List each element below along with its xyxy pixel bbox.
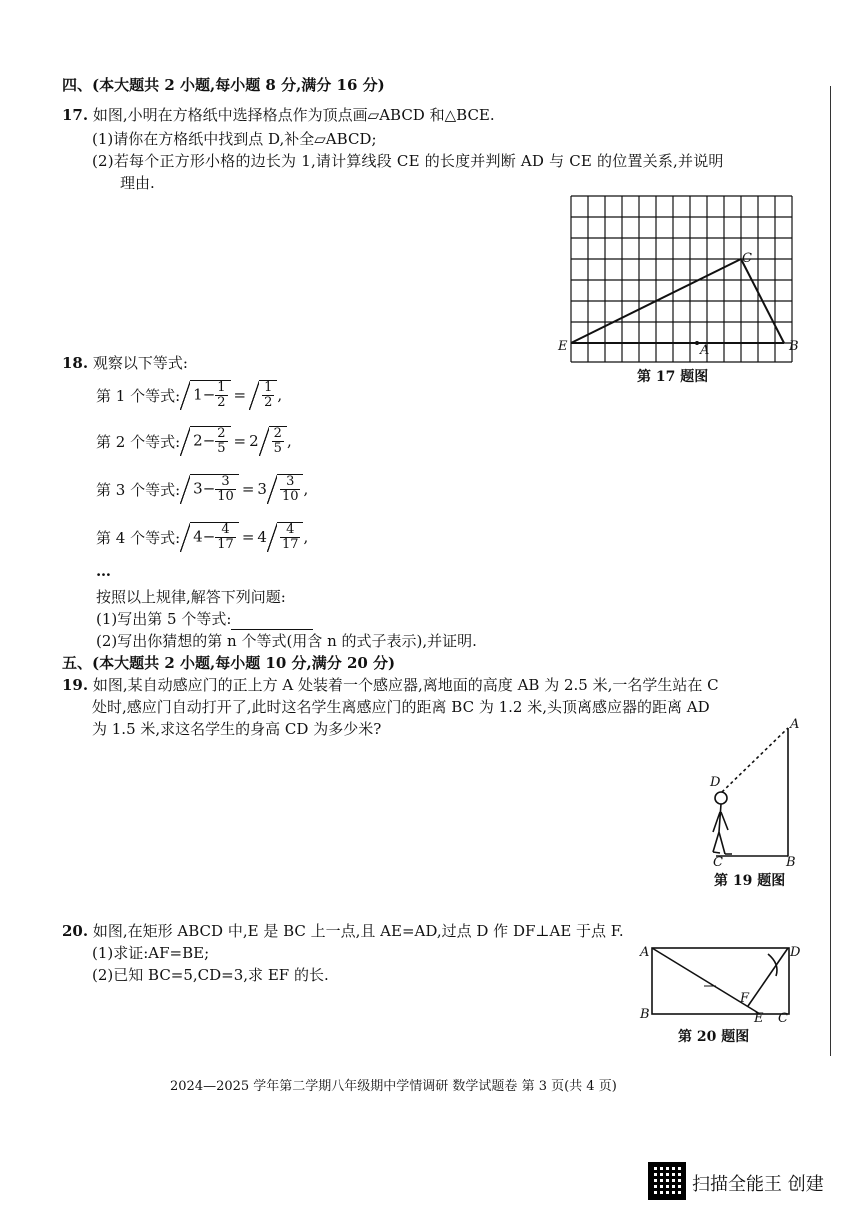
fig17-label-c: C (742, 251, 752, 266)
q18-instruction: 按照以上规律,解答下列问题: (96, 588, 286, 606)
q17-stem-text: 如图,小明在方格纸中选择格点作为顶点画▱ABCD 和△BCE. (92, 106, 495, 124)
fig20-label-e: E (754, 1011, 764, 1026)
figure-19-caption: 第 19 题图 (714, 873, 786, 889)
fig19-label-c: C (713, 855, 723, 870)
section-4-header: 四、(本大题共 2 小题,每小题 8 分,满分 16 分) (62, 76, 385, 94)
fig20-label-d: D (790, 945, 801, 960)
eq1-rhs-radical: $\frac{1}{2}$ (259, 380, 277, 410)
figure-20-caption: 第 20 题图 (678, 1029, 750, 1045)
fig19-label-b: B (786, 855, 796, 870)
qr-code-icon (648, 1162, 686, 1200)
figure-19 (700, 720, 810, 870)
eq2-lhs-radical: 2− $\frac{2}{5}$ (190, 426, 230, 456)
q18-stem (62, 352, 188, 374)
fig17-label-a: A (700, 343, 710, 358)
q18-equation-3: 第 3 个等式: 3− $\frac{3}{10}$ = 3 $\frac{3}{10}$ , (96, 474, 309, 504)
page-footer: 2024—2025 学年第二学期八年级期中学情调研 数学试题卷 第 3 页(共 4 页) (170, 1079, 617, 1094)
q18-ellipsis: … (96, 562, 111, 580)
figure-17-caption: 第 17 题图 (637, 369, 709, 385)
q18-equation-1: 第 1 个等式: 1− $\frac{1}{2}$ = $\frac{1}{2}$ , (96, 380, 283, 410)
q19-line2: 处时,感应门自动打开了,此时这名学生离感应门的距离 BC 为 1.2 米,头顶离感应器的距离 AD (92, 698, 710, 716)
fig20-label-c: C (778, 1011, 788, 1026)
q17-stem (62, 104, 495, 126)
eq2-coef: 2 (249, 432, 259, 450)
fig17-label-b: B (789, 339, 799, 354)
margin-rule (830, 86, 831, 1056)
eq4-rhs-radical: $\frac{4}{17}$ (277, 522, 304, 552)
q18-answer-blank (231, 613, 313, 630)
eq4-prefix: 第 4 个等式: (96, 528, 181, 547)
fig19-label-d: D (710, 775, 721, 790)
q20-number: 20. (62, 922, 89, 940)
q18-equation-4: 第 4 个等式: 4− $\frac{4}{17}$ = 4 $\frac{4}{17}$ , (96, 522, 309, 552)
figure-20 (640, 940, 800, 1030)
scanner-watermark: 扫描全能王 创建 (692, 1174, 824, 1195)
fig20-label-f: F (740, 991, 750, 1006)
q18-equation-2: 第 2 个等式: 2− $\frac{2}{5}$ = 2 $\frac{2}{5}$ , (96, 426, 292, 456)
fig20-label-a: A (640, 945, 650, 960)
fig19-label-a: A (790, 717, 800, 732)
q18-part2: (2)写出你猜想的第 n 个等式(用含 n 的式子表示),并证明. (96, 632, 477, 650)
q17-part2-line1: (2)若每个正方形小格的边长为 1,请计算线段 CE 的长度并判断 AD 与 CE 的位置关系,并说明 (92, 152, 724, 170)
q20-part2: (2)已知 BC=5,CD=3,求 EF 的长. (92, 966, 329, 984)
eq1-lhs-radical: 1− $\frac{1}{2}$ (190, 380, 230, 410)
fig20-label-b: B (640, 1007, 650, 1022)
eq3-prefix: 第 3 个等式: (96, 480, 181, 499)
q19-number: 19. (62, 676, 89, 694)
q20-stem: 20. 如图,在矩形 ABCD 中,E 是 BC 上一点,且 AE=AD,过点 D 作 DF⊥AE 于点 F. (62, 922, 624, 940)
eq3-lhs-radical: 3− $\frac{3}{10}$ (190, 474, 239, 504)
eq4-coef: 4 (257, 528, 267, 546)
eq2-rhs-radical: $\frac{2}{5}$ (269, 426, 287, 456)
figure-17-grid (556, 192, 806, 372)
q18-stem-text: 观察以下等式: (92, 354, 188, 372)
eq3-coef: 3 (257, 480, 267, 498)
section-5-header: 五、(本大题共 2 小题,每小题 10 分,满分 20 分) (62, 654, 396, 672)
eq1-prefix: 第 1 个等式: (96, 386, 181, 405)
q17-part2-line2: 理由. (120, 174, 155, 192)
q19-line3: 为 1.5 米,求这名学生的身高 CD 为多少米? (92, 720, 382, 738)
q17-number: 17. (62, 106, 89, 124)
eq3-rhs-radical: $\frac{3}{10}$ (277, 474, 304, 504)
q20-part1: (1)求证:AF=BE; (92, 944, 210, 962)
q18-number: 18. (62, 354, 89, 372)
eq2-prefix: 第 2 个等式: (96, 432, 181, 451)
q17-part1: (1)请你在方格纸中找到点 D,补全▱ABCD; (92, 130, 377, 148)
q18-part1: (1)写出第 5 个等式: (96, 608, 313, 630)
q19-line1: 19. 如图,某自动感应门的正上方 A 处装着一个感应器,离地面的高度 AB 为 2.5 米,一名学生站在 C (62, 676, 719, 694)
eq4-lhs-radical: 4− $\frac{4}{17}$ (190, 522, 239, 552)
fig17-label-e: E (558, 339, 568, 354)
